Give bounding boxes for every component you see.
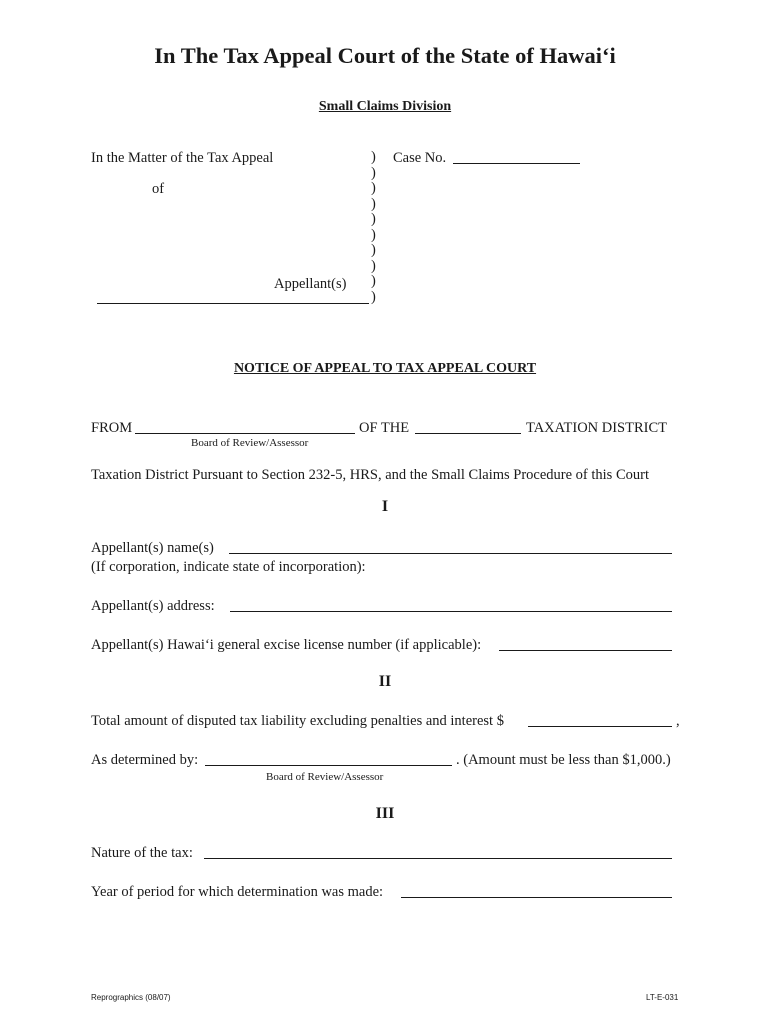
from-label: FROM: [91, 420, 133, 436]
pursuant-text: Taxation District Pursuant to Section 232-5, HRS, and the Small Claims Procedure of this Court: [91, 467, 649, 483]
footer-left: Reprographics (08/07): [91, 993, 171, 1002]
year-field[interactable]: [401, 897, 672, 898]
of-label: of: [152, 181, 165, 197]
section-3-numeral: III: [375, 805, 395, 822]
caption-paren: ): [371, 257, 376, 274]
total-label: Total amount of disputed tax liability excluding penalties and interest $: [91, 713, 504, 729]
case-no-label: Case No.: [393, 150, 447, 166]
from-field[interactable]: [135, 433, 355, 434]
amount-note: . (Amount must be less than $1,000.): [456, 752, 671, 768]
nature-label: Nature of the tax:: [91, 845, 193, 861]
license-field[interactable]: [499, 650, 672, 651]
year-label: Year of period for which determination was made:: [91, 884, 384, 900]
determined-label: As determined by:: [91, 752, 199, 768]
page-title: In The Tax Appeal Court of the State of Hawai‘i: [154, 43, 616, 68]
caption-paren: ): [371, 288, 376, 305]
names-field[interactable]: [229, 553, 672, 554]
matter-label: In the Matter of the Tax Appeal: [91, 150, 274, 166]
total-suffix: ,: [676, 713, 680, 729]
caption-paren: ): [371, 226, 376, 243]
corporation-note: (If corporation, indicate state of incorporation):: [91, 559, 366, 575]
taxation-district-label: TAXATION DISTRICT: [526, 420, 668, 436]
total-amount-field[interactable]: [528, 726, 672, 727]
license-label: Appellant(s) Hawai‘i general excise license number (if applicable):: [91, 637, 482, 653]
caption-paren: ): [371, 273, 376, 289]
form-number: LT-E-031: [646, 993, 679, 1002]
section-2-numeral: II: [378, 673, 392, 690]
case-no-field[interactable]: [453, 163, 580, 164]
caption-paren: ): [371, 242, 376, 258]
address-field[interactable]: [230, 611, 672, 612]
appellant-label: Appellant(s): [274, 276, 347, 292]
appellant-name-field[interactable]: [97, 303, 369, 304]
division-subtitle: Small Claims Division: [318, 99, 452, 114]
caption-parentheses: [371, 150, 376, 305]
of-the-label: OF THE: [359, 420, 410, 436]
names-label: Appellant(s) name(s): [91, 540, 214, 556]
caption-paren: ): [371, 195, 376, 212]
board-hint: Board of Review/Assessor: [191, 437, 309, 449]
board-hint: Board of Review/Assessor: [266, 771, 384, 783]
notice-heading: NOTICE OF APPEAL TO TAX APPEAL COURT: [233, 361, 537, 376]
caption-paren: ): [371, 164, 376, 181]
caption-paren: ): [371, 180, 376, 196]
district-field[interactable]: [415, 433, 521, 434]
caption-paren: ): [371, 211, 376, 227]
section-1-numeral: I: [381, 498, 389, 515]
determined-by-field[interactable]: [205, 765, 452, 766]
caption-paren: ): [371, 149, 376, 165]
nature-field[interactable]: [204, 858, 672, 859]
address-label: Appellant(s) address:: [91, 598, 215, 614]
